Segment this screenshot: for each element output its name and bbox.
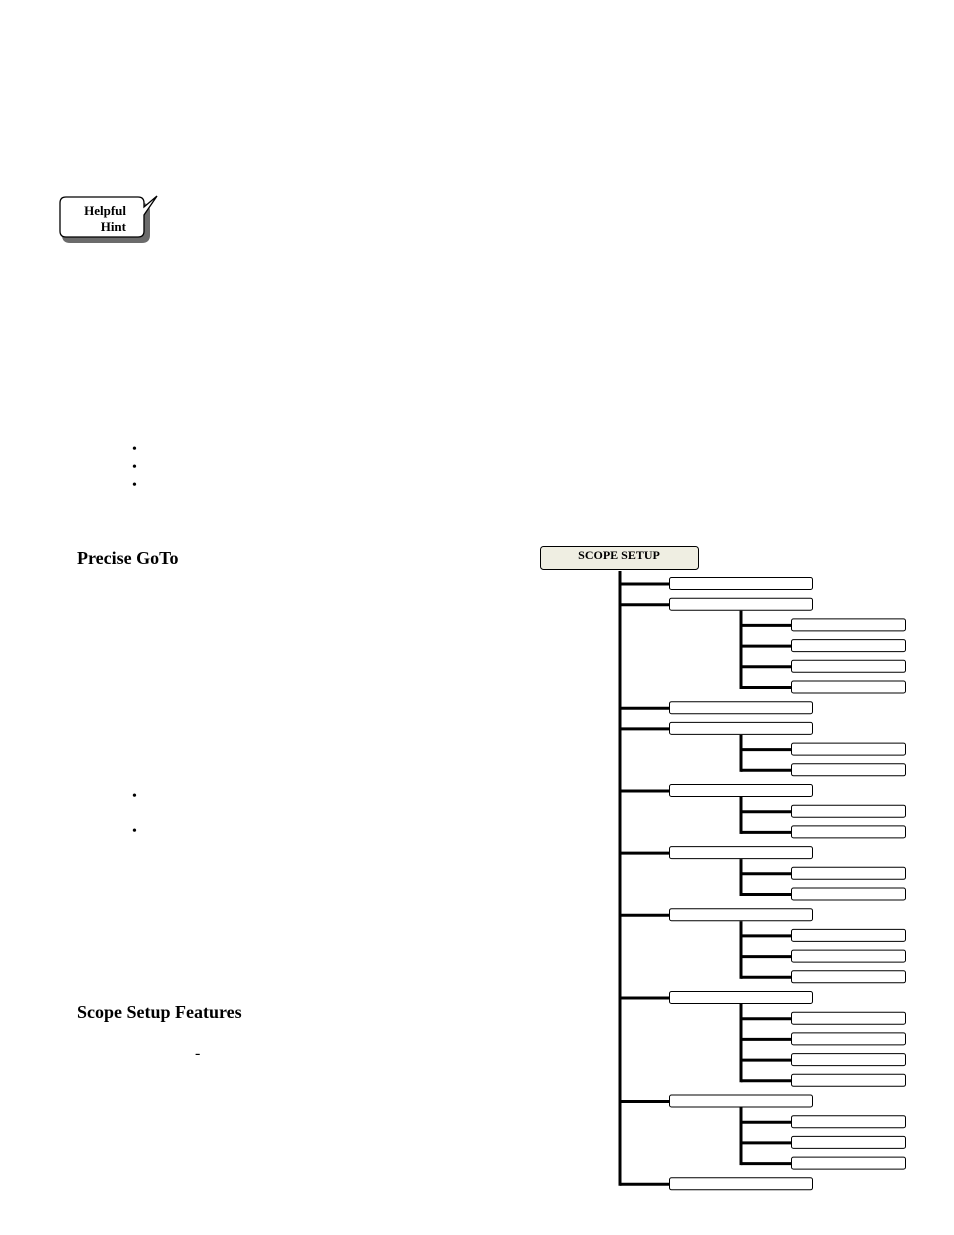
dash-mark: - <box>195 1045 201 1062</box>
menu-item-box <box>670 702 813 714</box>
menu-item-box <box>670 909 813 921</box>
submenu-item-box <box>792 1136 906 1148</box>
menu-item-box <box>670 847 813 859</box>
submenu-item-box <box>792 1074 906 1086</box>
bullet: • <box>132 789 137 804</box>
submenu-item-box <box>792 1116 906 1128</box>
bullet: • <box>132 442 137 457</box>
bullet: • <box>132 478 137 493</box>
submenu-item-box <box>792 826 906 838</box>
submenu-item-box <box>792 619 906 631</box>
heading-precise-goto: Precise GoTo <box>77 548 179 568</box>
submenu-item-box <box>792 681 906 693</box>
submenu-item-box <box>792 1033 906 1045</box>
submenu-item-box <box>792 1054 906 1066</box>
submenu-item-box <box>792 888 906 900</box>
submenu-item-box <box>792 805 906 817</box>
bullet: • <box>132 460 137 475</box>
menu-item-box <box>670 1095 813 1107</box>
submenu-item-box <box>792 640 906 652</box>
submenu-item-box <box>792 867 906 879</box>
submenu-item-box <box>792 1157 906 1169</box>
menu-item-box <box>670 722 813 734</box>
heading-scope-setup-features: Scope Setup Features <box>77 1002 242 1022</box>
submenu-item-box <box>792 764 906 776</box>
submenu-item-box <box>792 1012 906 1024</box>
bullet: • <box>132 824 137 839</box>
submenu-item-box <box>792 971 906 983</box>
hint-line-1: Helpful <box>84 203 126 218</box>
menu-item-box <box>670 598 813 610</box>
scope-setup-root-label: SCOPE SETUP <box>578 548 660 562</box>
menu-item-box <box>670 1178 813 1190</box>
submenu-item-box <box>792 743 906 755</box>
menu-item-box <box>670 785 813 797</box>
hint-line-2: Hint <box>100 219 126 234</box>
submenu-item-box <box>792 950 906 962</box>
menu-item-box <box>670 578 813 590</box>
submenu-item-box <box>792 929 906 941</box>
menu-item-box <box>670 992 813 1004</box>
submenu-item-box <box>792 660 906 672</box>
